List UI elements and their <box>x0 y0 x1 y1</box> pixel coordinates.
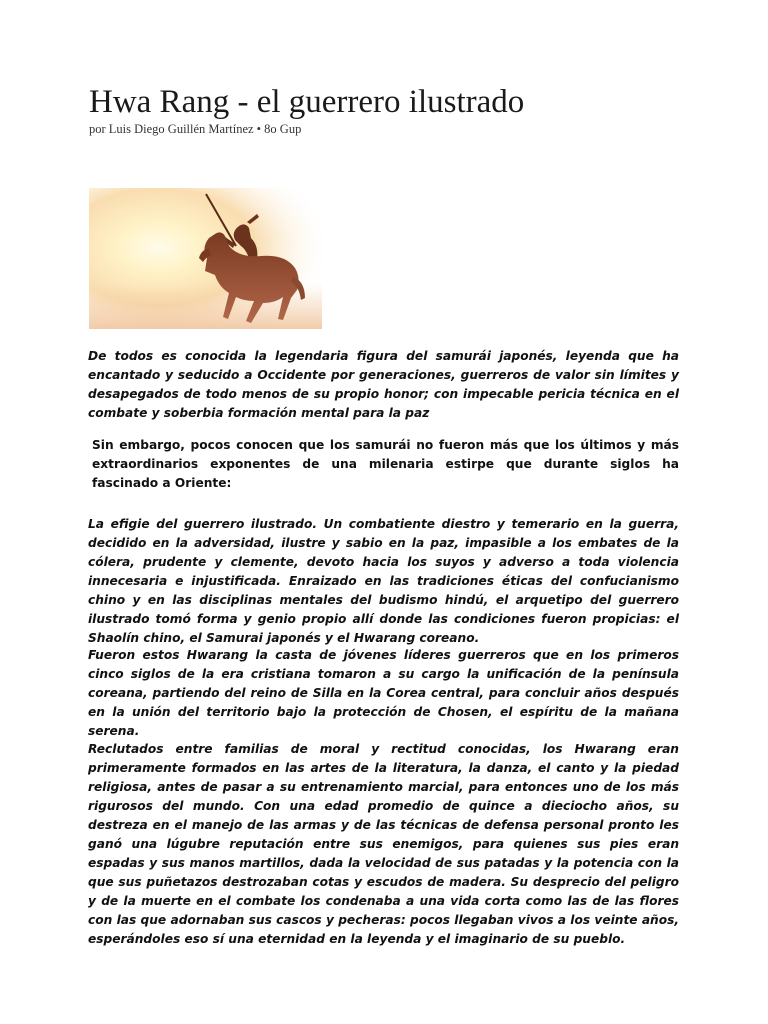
paragraph-3: La efigie del guerrero ilustrado. Un combatiente diestro y temerario en la guerra, decidido en la adversidad, ilustre y sabio en la paz, impasible a los embates de la cólera, prudente y clemente, devoto hacia los suyos y adverso a toda violencia innecesaria e injustificada. Enraizado en las tradiciones éticas del confucianismo chino y en las disciplinas mentales del budismo hindú, el arquetipo del guerrero ilustrado tomó forma y genio propio allí donde las condiciones fueron propicias: el Shaolín chino, el Samurai japonés y el Hwarang coreano. <box>88 517 679 645</box>
paragraph-4: Fueron estos Hwarang la casta de jóvenes líderes guerreros que en los primeros cinco siglos de la era cristiana tomaron a su cargo la unificación de la península coreana, partiendo del reino de Silla en la Corea central, para concluir años después en la unión del territorio bajo la protección de Chosen, el espíritu de la mañana serena. <box>88 648 679 738</box>
paragraph-2: Sin embargo, pocos conocen que los samurái no fueron más que los últimos y más extraordinarios exponentes de una milenaria estirpe que durante siglos ha fascinado a Oriente: <box>92 438 679 490</box>
document-title: Hwa Rang - el guerrero ilustrado <box>89 84 525 120</box>
paragraph-5: Reclutados entre familias de moral y rectitud conocidas, los Hwarang eran primeramente formados en las artes de la literatura, la danza, el canto y la piedad religiosa, antes de pasar a su entrenamiento marcial, para entonces uno de los más rigurosos del mundo. Con una edad promedio de quince a dieciocho años, su destreza en el manejo de las armas y de las técnicas de defensa personal pronto les ganó una lúgubre reputación entre sus enemigos, para quienes sus pies eran espadas y sus manos martillos, dada la velocidad de sus patadas y la potencia con la que sus puñetazos destrozaban cotas y escudos de madera. Su desprecio del peligro y de la muerte en el combate los condenaba a una vida corta como las de las flores con las que adornaban sus cascos y pecheras: pocos llegaban vivos a los veinte años, esperándoles eso sí una eternidad en la leyenda y el imaginario de su pueblo. <box>88 742 679 946</box>
paragraph-1: De todos es conocida la legendaria figura del samurái japonés, leyenda que ha encantado y seducido a Occidente por generaciones, guerreros de valor sin límites y desapegados de todo menos de su propio honor; con impecable pericia técnica en el combate y soberbia formación mental para la paz <box>88 349 679 420</box>
samurai-horseman-illustration-icon <box>89 188 322 329</box>
author-byline: por Luis Diego Guillén Martínez • 8o Gup <box>89 122 302 136</box>
